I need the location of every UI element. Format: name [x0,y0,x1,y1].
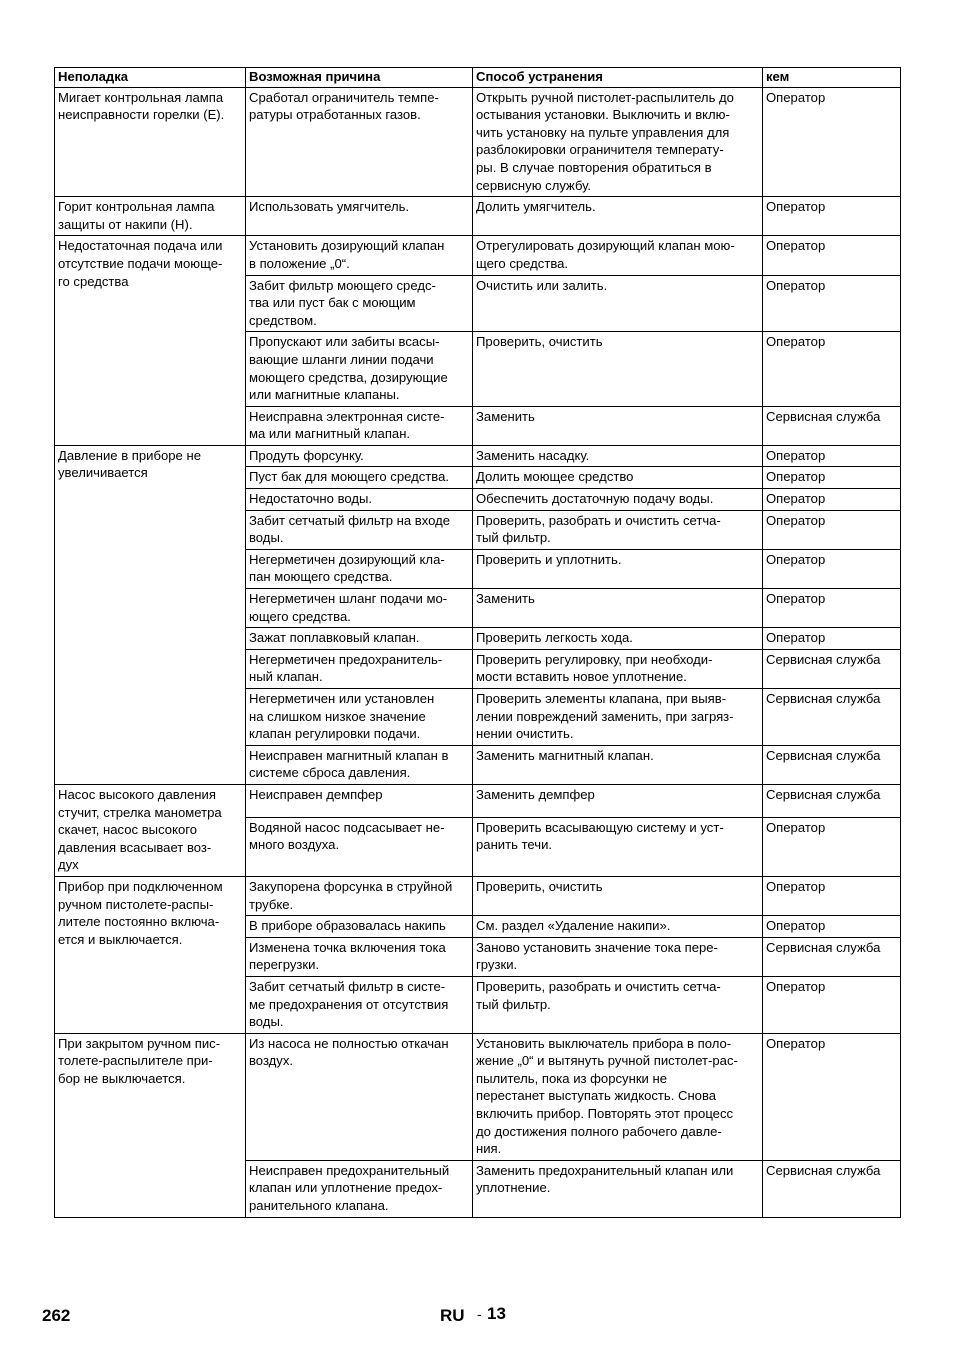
responsible-cell: Сервисная служба [763,406,901,445]
responsible-cell: Сервисная служба [763,1160,901,1217]
cause-cell: В приборе образовалась накипь [246,916,473,938]
remedy-cell: Обеспечить достаточную подачу воды. [473,489,763,511]
remedy-cell: Проверить, разобрать и очистить сетча- тый фильтр. [473,976,763,1033]
remedy-cell: Проверить элементы клапана, при выяв- лении повреждений заменить, при загряз- нении очистить. [473,689,763,746]
header-row [55,68,901,88]
remedy-cell: Проверить и уплотнить. [473,549,763,588]
fault-cell: Давление в приборе не увеличивается [55,445,246,784]
responsible-cell: Оператор [763,445,901,467]
table-row [55,197,901,236]
language-code: RU [440,1306,465,1325]
cause-cell: Неисправен демпфер [246,784,473,817]
responsible-cell: Оператор [763,489,901,511]
remedy-cell: Открыть ручной пистолет-распылитель до остывания установки. Выключить и вклю- чить установку на пульте управления для разблокировки ограничителя температу- ры. В случае повторения обратиться в сервисную службу. [473,87,763,197]
cause-cell: Продуть форсунку. [246,445,473,467]
remedy-cell: Долить умягчитель. [473,197,763,236]
cause-cell: Забит сетчатый фильтр на входе воды. [246,510,473,549]
remedy-cell: Установить выключатель прибора в поло- жение „0“ и вытянуть ручной пистолет-рас- пылитель, пока из форсунки не перестанет выступать жидкость. Снова включить прибор. Повторять этот процесс до достижения полного рабочего давле- ния. [473,1033,763,1160]
cause-cell: Забит фильтр моющего средс- тва или пуст бак с моющим средством. [246,275,473,332]
responsible-cell: Оператор [763,628,901,650]
responsible-cell: Сервисная служба [763,745,901,784]
cause-cell: Негерметичен дозирующий кла- пан моющего средства. [246,549,473,588]
responsible-cell: Оператор [763,332,901,406]
responsible-cell: Оператор [763,817,901,876]
fault-cell: Недостаточная подача или отсутствие подачи моюще- го средства [55,236,246,446]
remedy-cell: Заново установить значение тока пере- грузки. [473,937,763,976]
header-by: кем [763,68,901,88]
remedy-cell: Проверить регулировку, при необходи- мости вставить новое уплотнение. [473,649,763,688]
cause-cell: Неисправен магнитный клапан в системе сброса давления. [246,745,473,784]
header-cause: Возможная причина [246,68,473,88]
table-body [55,87,901,1217]
responsible-cell: Оператор [763,1033,901,1160]
remedy-cell: Проверить, очистить [473,332,763,406]
table-row [55,784,901,817]
fault-cell: Насос высокого давления стучит, стрелка манометра скачет, насос высокого давления всасывает воз- дух [55,784,246,876]
responsible-cell: Сервисная служба [763,689,901,746]
responsible-cell: Сервисная служба [763,649,901,688]
table-row [55,87,901,197]
table-row [55,1033,901,1160]
remedy-cell: См. раздел «Удаление накипи». [473,916,763,938]
cause-cell: Пуст бак для моющего средства. [246,467,473,489]
cause-cell: Зажат поплавковый клапан. [246,628,473,650]
responsible-cell: Оператор [763,976,901,1033]
section-page-number: 13 [487,1304,506,1323]
fault-cell: Прибор при подключенном ручном пистолете-распы- лителе постоянно включа- ется и выключается. [55,876,246,1033]
table-row [55,236,901,275]
troubleshooting-table [54,67,901,1218]
remedy-cell: Проверить всасывающую систему и уст- ранить течи. [473,817,763,876]
responsible-cell: Сервисная служба [763,784,901,817]
remedy-cell: Долить моющее средство [473,467,763,489]
remedy-cell: Заменить предохранительный клапан или уплотнение. [473,1160,763,1217]
cause-cell: Негерметичен шланг подачи мо- ющего средства. [246,589,473,628]
remedy-cell: Заменить демпфер [473,784,763,817]
header-remedy: Способ устранения [473,68,763,88]
remedy-cell: Очистить или залить. [473,275,763,332]
cause-cell: Установить дозирующий клапан в положение „0“. [246,236,473,275]
cause-cell: Сработал ограничитель темпе- ратуры отработанных газов. [246,87,473,197]
cause-cell: Недостаточно воды. [246,489,473,511]
cause-cell: Изменена точка включения тока перегрузки. [246,937,473,976]
header-fault: Неполадка [55,68,246,88]
remedy-cell: Проверить, очистить [473,876,763,915]
page-number: 262 [42,1306,71,1325]
cause-cell: Негерметичен предохранитель- ный клапан. [246,649,473,688]
responsible-cell: Оператор [763,916,901,938]
table-row [55,876,901,915]
responsible-cell: Оператор [763,467,901,489]
responsible-cell: Оператор [763,197,901,236]
fault-cell: Горит контрольная лампа защиты от накипи (H). [55,197,246,236]
responsible-cell: Оператор [763,275,901,332]
page-separator: - [477,1306,482,1322]
cause-cell: Из насоса не полностью откачан воздух. [246,1033,473,1160]
cause-cell: Пропускают или забиты всасы- вающие шланги линии подачи моющего средства, дозирующие или магнитные клапаны. [246,332,473,406]
cause-cell: Водяной насос подсасывает не- много воздуха. [246,817,473,876]
responsible-cell: Оператор [763,87,901,197]
remedy-cell: Проверить легкость хода. [473,628,763,650]
fault-cell: При закрытом ручном пис- толете-распылителе при- бор не выключается. [55,1033,246,1217]
remedy-cell: Заменить [473,589,763,628]
responsible-cell: Оператор [763,236,901,275]
fault-cell: Мигает контрольная лампа неисправности горелки (E). [55,87,246,197]
cause-cell: Закупорена форсунка в струйной трубке. [246,876,473,915]
cause-cell: Негерметичен или установлен на слишком низкое значение клапан регулировки подачи. [246,689,473,746]
cause-cell: Неисправен предохранительный клапан или уплотнение предох- ранительного клапана. [246,1160,473,1217]
cause-cell: Неисправна электронная систе- ма или магнитный клапан. [246,406,473,445]
table-row [55,445,901,467]
remedy-cell: Заменить насадку. [473,445,763,467]
remedy-cell: Заменить магнитный клапан. [473,745,763,784]
remedy-cell: Заменить [473,406,763,445]
cause-cell: Использовать умягчитель. [246,197,473,236]
responsible-cell: Оператор [763,510,901,549]
cause-cell: Забит сетчатый фильтр в систе- ме предохранения от отсутствия воды. [246,976,473,1033]
remedy-cell: Отрегулировать дозирующий клапан мою- щего средства. [473,236,763,275]
responsible-cell: Оператор [763,876,901,915]
remedy-cell: Проверить, разобрать и очистить сетча- тый фильтр. [473,510,763,549]
responsible-cell: Оператор [763,589,901,628]
responsible-cell: Оператор [763,549,901,588]
responsible-cell: Сервисная служба [763,937,901,976]
